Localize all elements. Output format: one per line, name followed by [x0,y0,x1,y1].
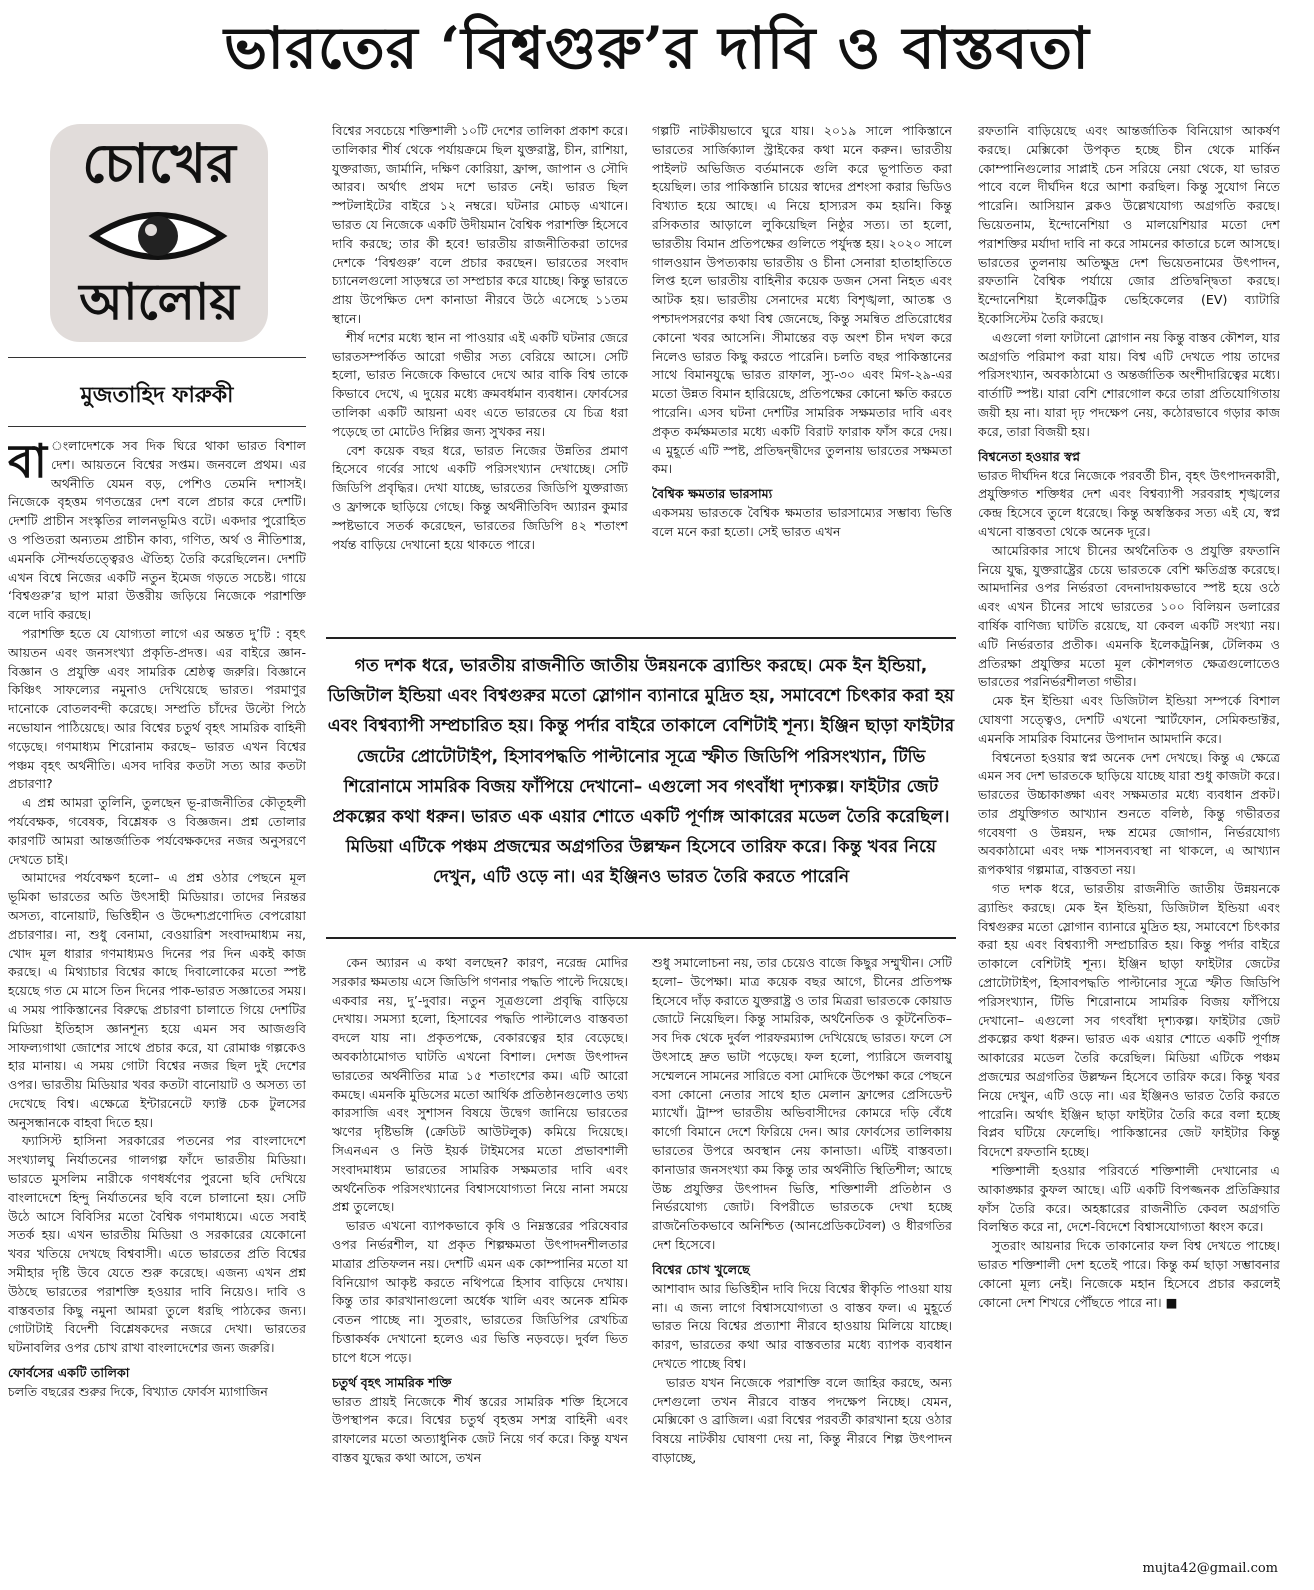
column-logo [50,124,268,342]
paragraph: শুধু সমালোচনা নয়, তার চেয়েও বাজে কিছুর সম্মুখীন। সেটি হলো– উপেক্ষা। মাত্র কয়েক বছর আগে, চীনের প্রতিপক্ষ হিসেবে দাঁড় করাতে যুক্তরাষ্ট্র ও তার মিত্ররা ভারতকে কোয়াড জোটে নিয়েছিল। কিন্তু সামরিক, অর্থনৈতিক ও কূটনৈতিক– সব দিক থেকে দুর্বল পারফরম্যান্স দেখিয়েছে ভারত। ফলে সে উৎসাহে দ্রুত ভাটা পড়েছে। ফল হলো, প্যারিসে জলবায়ু সম্মেলনে সামনের সারিতে বসা মোদিকে উপেক্ষা করে পেছনে বসা কোনো নেতার সাথে হাত মেলান ফ্রান্সের প্রেসিডেন্ট ম্যাখোঁ। ট্রাম্প ভারতীয় অভিবাসীদের কোমরে দড়ি বেঁধে কার্গো বিমানে দেশে ফিরিয়ে দেন। আর ফোর্বসের তালিকায় ভারতের উপরে অবস্থান নেয় কানাডা। এটিই বাস্তবতা। কানাডার জনসংখ্যা কম কিন্তু তার অর্থনীতি স্থিতিশীল; আছে উচ্চ প্রযুক্তির উৎপাদন ভিত্তি, শক্তিশালী প্রতিষ্ঠান ও নির্ভরযোগ্য জোট। বিপরীতে ভারতকে দেখা হচ্ছে রাজনৈতিকভাবে অনিশ্চিত (আনপ্রেডিকটেবল) ও ধীরগতির দেশ হিসেবে। [652,955,952,1252]
paragraph: শীর্ষ দশের মধ্যে স্থান না পাওয়ার এই একটি ঘটনার জেরে ভারতসম্পর্কিত আরো গভীর সত্য বেরিয়ে আসে। সেটি হলো, ভারত নিজেকে কিভাবে দেখে আর বাকি বিশ্ব তাকে কিভাবে দেখে, এ দুয়ের মধ্যে ক্রমবর্ধমান ব্যবধান। ফোর্বসের তালিকা একটি আয়না এবং এতে ভারতের যে চিত্র ধরা পড়েছে তা মোটেও দিল্লির জন্য সুখকর নয়। [332,329,628,439]
pull-quote-rule-bottom [326,937,956,939]
subheading: বিশ্বের চোখ খুলেছে [652,1261,750,1277]
pull-quote-text: গত দশক ধরে, ভারতীয় রাজনীতি জাতীয় উন্নয়নকে ব্র্যান্ডিং করছে। মেক ইন ইন্ডিয়া, ডিজিটাল ইন্ডিয়া এবং বিশ্বগুরুর মতো স্লোগান ব্যানারে মুদ্রিত হয়, সমাবেশে চিৎকার করা হয় এবং বিশ্বব্যাপী সম্প্রচারিত হয়। কিন্তু পর্দার বাইরে তাকালে বেশিটাই শূন্য। ইঞ্জিন ছাড়া ফাইটার জেটের প্রোটোটাইপ, হিসাবপদ্ধতি পাল্টানোর সূত্রে স্ফীত জিডিপি পরিসংখ্যান, টিভি শিরোনামে সামরিক বিজয় ফাঁপিয়ে দেখানো– এগুলো সব গৎবাঁধা দৃশ্যকল্প। ফাইটার জেট প্রকল্পের কথা ধরুন। ভারত এক এয়ার শোতে একটি পূর্ণাঙ্গ আকারের মডেল তৈরি করেছিল। মিডিয়া এটিকে পঞ্চম প্রজন্মের অগ্রগতির উল্লম্ফন হিসেবে তারিফ করে। কিন্তু খবর নিয়ে দেখুন, এটি ওড়ে না। এর ইঞ্জিনও ভারত তৈরি করতে পারেনি [327,656,955,888]
author-name: মুজতাহিদ ফারুকী [80,383,234,408]
logo-word-3: আলোয় [79,272,239,331]
subheading: চতুর্থ বৃহৎ সামরিক শক্তি [332,1374,452,1390]
column-2-top [332,122,628,632]
paragraph: গত দশক ধরে, ভারতীয় রাজনীতি জাতীয় উন্নয়নকে ব্র্যান্ডিং করছে। মেক ইন ইন্ডিয়া, ডিজিটাল ইন্ডিয়া এবং বিশ্বগুরুর মতো স্লোগান ব্যানারে মুদ্রিত হয়, সমাবেশে চিৎকার করা হয় এবং বিশ্বব্যাপী সম্প্রচারিত হয়। কিন্তু পর্দার বাইরে তাকালে বেশিটাই শূন্য। ইঞ্জিন ছাড়া ফাইটার জেটের প্রোটোটাইপ, হিসাবপদ্ধতি পাল্টানোর সূত্রে স্ফীত জিডিপি পরিসংখ্যান, টিভি শিরোনামে সামরিক বিজয় ফাঁপিয়ে দেখানো– এগুলো সব গৎবাঁধা দৃশ্যকল্প। ফাইটার জেট প্রকল্পের কথা ধরুন। ভারত এক এয়ার শোতে একটি পূর্ণাঙ্গ আকারের মডেল তৈরি করেছিল। মিডিয়া এটিকে পঞ্চম প্রজন্মের অগ্রগতির উল্লম্ফন হিসেবে তারিফ করে। কিন্তু খবর নিয়ে দেখুন, এটি ওড়ে না। এর ইঞ্জিনও ভারত তৈরি করতে পারেনি। অর্থাৎ ইঞ্জিন ছাড়া ফাইটার তৈরি করে বলা হচ্ছে বিপ্লব ঘটিয়ে ফেলেছি। পাকিস্তানের জেট ফাইটার কিন্তু বিদেশে রফতানি হচ্ছে। [978,881,1280,1160]
paragraph: ভারত দীর্ঘদিন ধরে নিজেকে পরবর্তী চীন, বৃহৎ উৎপাদনকারী, প্রযুক্তিগত শক্তিধর দেশ এবং বিশ্বব্যাপী সরবরাহ শৃঙ্খলের কেন্দ্র হিসেবে তুলে ধরেছে। কিন্তু অস্বস্তিকর সত্য এই যে, স্বপ্ন এখনো বাস্তবতা থেকে অনেক দূরে। [978,467,1280,539]
column-1 [8,437,306,1577]
paragraph: এগুলো গলা ফাটানো স্লোগান নয় কিন্তু বাস্তব কৌশল, যার অগ্রগতি পরিমাপ করা যায়। বিশ্ব এটি দেখতে পায় তাদের পরিসংখ্যান, অবকাঠামো ও অন্তর্জাতিক অংশীদারিত্বের মধ্যে। বার্তাটি স্পষ্ট। যারা বেশি শোরগোল করে তারা প্রতিযোগিতায় জয়ী হয় না। যারা দৃঢ় পদক্ষেপ নেয়, কঠোরভাবে গড়ার কাজ করে, তারা বিজয়ী হয়। [978,329,1280,439]
logo-word-1: চোখের [82,131,236,195]
drop-cap: বা [8,437,47,488]
eye-icon [88,200,228,272]
paragraph: মেক ইন ইন্ডিয়া এবং ডিজিটাল ইন্ডিয়া সম্পর্কে বিশাল ঘোষণা সত্ত্বেও, দেশটি এখনো স্মার্টফোন, সেমিকন্ডাক্টর, এমনকি সামরিক বিমানের উপাদান আমদানি করে। [978,693,1280,746]
paragraph: গল্পটি নাটকীয়ভাবে ঘুরে যায়। ২০১৯ সালে পাকিস্তানে ভারতের সার্জিক্যাল স্ট্রাইকের কথা মনে করুন। ভারতীয় পাইলট অভিজিত বর্তমানকে গুলি করে ভূপাতিত করা হয়েছিল। তার পাকিস্তানি চায়ের স্বাদের প্রশংসা করার ভিডিও বিখ্যাত হয়ে আছে। এ নিয়ে হাস্যরস কম হয়নি। কিন্তু রসিকতার আড়ালে লুকিয়েছিল নিষ্ঠুর সত্য। তা হলো, ভারতীয় বিমান প্রতিপক্ষের গুলিতে পর্যুদস্ত হয়। ২০২০ সালে গালওয়ান উপত্যকায় ভারতীয় ও চীনা সেনারা হাতাহাতিতে লিপ্ত হলে ভারতীয় বাহিনীর কয়েক ডজন সেনা নিহত এবং আটক হয়। ভারতীয় সেনাদের মধ্যে বিশৃঙ্খলা, আতঙ্ক ও পশ্চাদপসরণের কথা বিশ্ব জেনেছে, কিন্তু সমন্বিত প্রতিরোধের কোনো খবর আসেনি। সীমান্তের বড় অংশ চীন দখল করে নিলেও ভারত কিছু করতে পারেনি। চলতি বছর পাকিস্তানের সাথে বিমানযুদ্ধে ভারত রাফাল, স্যু-৩০ এবং মিগ-২৯-এর মতো উন্নত বিমান হারিয়েছে, প্রতিপক্ষের কোনো ক্ষতি করতে পারেনি। এসব ঘটনা দেশটির সামরিক সক্ষমতার দাবি এবং প্রকৃত কর্মক্ষমতার মধ্যে একটি বিরাট ফারাক ফাঁস করে দেয়। এ মুহূর্তে এটি স্পষ্ট, প্রতিদ্বন্দ্বীদের তুলনায় ভারতের সক্ষমতা কম। [652,123,952,477]
paragraph: বিশ্বের সবচেয়ে শক্তিশালী ১০টি দেশের তালিকা প্রকাশ করে। তালিকার শীর্ষ থেকে পর্যায়ক্রমে ছিল যুক্তরাষ্ট্র, চীন, রাশিয়া, যুক্তরাজ্য, জার্মানি, দক্ষিণ কোরিয়া, ফ্রান্স, জাপান ও সৌদি আরব। অর্থাৎ প্রথম দশে ভারত নেই। ভারত ছিল স্পটলাইটের বাইরে ১২ নম্বরে। ঘটনার মোচড় এখানে। ভারত যে নিজেকে একটি উদীয়মান বৈশ্বিক পরাশক্তি হিসেবে দাবি করছে; তার কী হবে! ভারতীয় রাজনীতিকরা তাদের দেশকে ‘বিশ্বগুরু’ বলে প্রচার করছেন। ভারতের সংবাদ চ্যানেলগুলো সাড়ম্বরে তা সম্প্রচার করে যাচ্ছে। কিন্তু ভারতে প্রায় উপেক্ষিত দেশ কানাডা নীরবে উঠে এসেছে ১১তম স্থানে। [332,123,628,326]
paragraph: এ প্রশ্ন আমরা তুলিনি, তুলছেন ভূ-রাজনীতির কৌতূহলী পর্যবেক্ষক, গবেষক, বিশ্লেষক ও বিজ্ঞজন। প্রশ্ন তোলার কারণটি আমরা আন্তর্জাতিক পর্যবেক্ষকদের নজর অনুসরণে দেখতে চাই। [8,795,306,867]
paragraph: পরাশক্তি হতে যে যোগ্যতা লাগে এর অন্তত দু’টি : বৃহৎ আয়তন এবং জনসংখ্যা প্রকৃতি-প্রদত্ত। এর বাইরে জ্ঞান-বিজ্ঞান ও প্রযুক্তি এবং সামরিক শ্রেষ্ঠত্ব জরুরি। বিজ্ঞানে কিঞ্চিৎ সাফল্যের নমুনাও দেখিয়েছে ভারত। পরমাণুর দানোকে বোতলবন্দী করেছে। সম্প্রতি চাঁদের উল্টো পিঠে নভোযান পাঠিয়েছে। আর বিশ্বের চতুর্থ বৃহৎ সামরিক বাহিনী গড়েছে। গণমাধ্যম শিরোনাম করছে– ভারত এখন বিশ্বের পঞ্চম বৃহৎ অর্থনীতি। এসব দাবির কতটা সত্য আর কতটা প্রচারণা? [8,625,306,792]
subheading: বিশ্বনেতা হওয়ার স্বপ্ন [978,448,1081,464]
paragraph: আশাবাদ আর ভিত্তিহীন দাবি দিয়ে বিশ্বের স্বীকৃতি পাওয়া যায় না। এ জন্য লাগে বিশ্বাসযোগ্যতা ও বাস্তব ফল। এ মুহূর্তে ভারত নিয়ে বিশ্বের প্রত্যাশা নীরবে হাওয়ায় মিলিয়ে যাচ্ছে। কারণ, ভারতের কথা আর বাস্তবতার মধ্যে ব্যাপক ব্যবধান দেখতে পাচ্ছে বিশ্ব। [652,1280,952,1371]
headline: ভারতের ‘বিশ্বগুরু’র দাবি ও বাস্তবতা [224,14,1090,82]
paragraph: ভারত যখন নিজেকে পরাশক্তি বলে জাহির করছে, অন্য দেশগুলো তখন নীরবে বাস্তব পদক্ষেপ নিচ্ছে। যেমন, মেক্সিকো ও ব্রাজিল। এরা বিশ্বের পরবর্তী কারখানা হয়ে ওঠার বিষয়ে নাটকীয় ঘোষণা দেয় না, কিন্তু নীরবে শিল্প উৎপাদন বাড়াচ্ছে, [652,1374,952,1465]
paragraph: সুতরাং আয়নার দিকে তাকানোর ফল বিশ্ব দেখতে পাচ্ছে। ভারত শক্তিশালী দেশ হতেই পারে। কিন্তু কর্ম ছাড়া সম্ভাবনার কোনো মূল্য নেই। নিজেকে মহান হিসেবে প্রচার করলেই কোনো দেশ শিখরে পৌঁছতে পারে না। ■ [978,1238,1280,1310]
pull-quote-rule-top [326,637,956,639]
paragraph: বা ংলাদেশকে সব দিক ঘিরে থাকা ভারত বিশাল দেশ। আয়তনে বিশ্বের সপ্তম। জনবলে প্রথম। এর অর্থনীতি যেমন বড়, পেশিও তেমনি দশাসই। নিজেকে বৃহত্তম গণতন্ত্রের দেশ বলে প্রচার করে দেশটি। দেশটি প্রাচীন সংস্কৃতির লালনভূমিও বটে। একদার পুরোহিত ও পণ্ডিতরা অন্যতম প্রাচীন কাব্য, গণিত, অর্থ ও নীতিশাস্ত্র, এমনকি সৌন্দর্যতত্ত্বেরও ঐতিহ্য তৈরি করেছিলেন। দেশটি এখন বিশ্বে নিজের একটি নতুন ইমেজ গড়তে সচেষ্ট। গায়ে ‘বিশ্বগুরু’র ছাপ মারা উত্তরীয় জড়িয়ে নিজেকে পরাশক্তি বলে দাবি করছে। [8,437,306,623]
paragraph: আমাদের পর্যবেক্ষণ হলো– এ প্রশ্ন ওঠার পেছনে মূল ভূমিকা ভারতের অতি উৎসাহী মিডিয়ার। তাদের নিরন্তর অসত্য, বানোয়াট, ভিত্তিহীন ও উদ্দেশ্যপ্রণোদিত বেপরোয়া প্রচারণার। না, শুধু বেনামা, বেওয়ারিশ সংবাদমাধ্যম নয়, খোদ মূল ধারার গণমাধ্যমও দিনের পর দিন একই কাজ করছে। এ মিথ্যাচার বিশ্বের কাছে দিবালোকের মতো স্পষ্ট হয়েছে গত মে মাসে তিন দিনের পাক-ভারত সজ্ঞাতের সময়। এ সময় পাকিস্তানের বিরুদ্ধে প্রচারণা চালাতে গিয়ে দেশটির মিডিয়া ইতিহাস জ্ঞানশূন্য হয়ে এমন সব আজগুবি সাফল্যগাথা জোশের সাথে প্রচার করে, যা রোমাঞ্চ গল্পকেও হার মানায়। এ সময় গোটা বিশ্বের নজর ছিল দুই দেশের ওপর। ভারতীয় মিডিয়ার খবর কতটা বানোয়াট ও অসত্য তা দেখেছে বিশ্ব। এক্ষেত্রে ইন্টারনেটে ফ্যাক্ট চেক টুলসের অনুসন্ধানকে বাহবা দিতে হয়। [8,870,306,1130]
column-3-bottom [652,954,952,1580]
subheading: বৈশ্বিক ক্ষমতার ভারসাম্য [652,486,773,502]
paragraph: শক্তিশালী হওয়ার পরিবর্তে শক্তিশালী দেখানোর এ আকাঙ্ক্ষার কুফল আছে। এটি একটি বিপজ্জনক প্রতিক্রিয়ার ফাঁস তৈরি করে। অহঙ্কারের রাজনীতি কেবল অগ্রগতি বিলম্বিত করে না, দেশে-বিদেশে বিশ্বাসযোগ্যতা ধ্বংস করে। [978,1163,1280,1235]
paragraph: ভারত প্রায়ই নিজেকে শীর্ষ স্তরের সামরিক শক্তি হিসেবে উপস্থাপন করে। বিশ্বের চতুর্থ বৃহত্তম সশস্ত্র বাহিনী এবং রাফালের মতো অত্যাধুনিক জেট নিয়ে গর্ব করে। কিন্তু যখন বাস্তব যুদ্ধের কথা আসে, তখন [332,1393,628,1465]
author-rule-top [8,357,306,358]
column-4 [978,122,1280,1554]
column-3-top [652,122,952,632]
paragraph: বিশ্বনেতা হওয়ার স্বপ্ন অনেক দেশ দেখছে। কিন্তু এ ক্ষেত্রে এমন সব দেশ ভারতকে ছাড়িয়ে যাচ্ছে যারা শুধু কাজটা করে। ভারতের উচ্চাকাঙ্ক্ষা এবং সক্ষমতার মধ্যে ব্যবধান প্রকট। তার প্রযুক্তিগত আখ্যান শুনতে বলিষ্ঠ, কিন্তু গভীরতর গবেষণা ও উন্নয়ন, দক্ষ শ্রমের জোগান, নির্ভরযোগ্য অবকাঠামো এবং দক্ষ শাসনব্যবস্থা না থাকলে, এ আখ্যান রূপকথার গল্পমাত্র, বাস্তবতা নয়। [978,749,1280,878]
paragraph: ভারত এখনো ব্যাপকভাবে কৃষি ও নিম্নস্তরের পরিষেবার ওপর নির্ভরশীল, যা প্রকৃত শিল্পক্ষমতা উৎপাদনশীলতার মাত্রার প্রতিফলন নয়। দেশটি এমন এক কোম্পানির মতো যা বিনিয়োগ আকৃষ্ট করতে নথিপত্রে হিসাব বাড়িয়ে দেখায়। কিন্তু তার কারখানাগুলো অর্ধেক খালি এবং অনেক শ্রমিক বেতন পাচ্ছে না। সুতরাং, ভারতের জিডিপির রেখচিত্র চিত্তাকর্ষক দেখানো হলেও এর ভিত্তি নড়বড়ে। দুর্বল ভিত চাপে ধসে পড়ে। [332,1218,628,1365]
paragraph: রফতানি বাড়িয়েছে এবং আন্তর্জাতিক বিনিয়োগ আকর্ষণ করছে। মেক্সিকো উপকৃত হচ্ছে চীন থেকে মার্কিন কোম্পানিগুলোর সাপ্লাই চেন সরিয়ে নেয়া থেকে, যা ভারত পাবে বলে দীর্ঘদিন ধরে আশা করছিল। কিন্তু সুযোগ নিতে পারেনি। আসিয়ান ব্লকও উল্লেখযোগ্য অগ্রগতি করছে। ভিয়েতনাম, ইন্দোনেশিয়া ও মালয়েশিয়ার মতো দেশ পরাশক্তির মর্যাদা দাবি না করে সামনের কাতারে চলে আসছে। ভারতের তুলনায় অতিক্ষুদ্র দেশ ভিয়েতনামের উৎপাদন, রফতানি বৈশ্বিক পর্যায়ে জোর প্রতিদ্বন্দ্বিতা করছে। ইন্দোনেশিয়া ইলেকট্রিক ভেহিকেলের (EV) ব্যাটারি ইকোসিস্টেম তৈরি করছে। [978,123,1280,326]
paragraph: আমেরিকার সাথে চীনের অর্থনৈতিক ও প্রযুক্তি রফতানি নিয়ে যুদ্ধ, যুক্তরাষ্ট্রের চেয়ে ভারতকে বেশি ক্ষতিগ্রস্ত করেছে। আমদানির ওপর নির্ভরতা বেদনাদায়কভাবে স্পষ্ট হয়ে ওঠে এবং এখন চীনের সাথে ভারতের ১০০ বিলিয়ন ডলারের বার্ষিক বাণিজ্য ঘাটতি রয়েছে, যা কেবল একটি সংখ্যা নয়। এটি নির্ভরতার প্রতীক। এমনকি ইলেকট্রনিক্স, টেলিকম ও প্রতিরক্ষা প্রযুক্তির মতো মূল কৌশলগত ক্ষেত্রগুলোতেও ভারতের পরনির্ভরশীলতা গভীর। [978,542,1280,690]
paragraph: একসময় ভারতকে বৈশ্বিক ক্ষমতার ভারসাম্যের সম্ভাব্য ভিত্তি বলে মনে করা হতো। সেই ভারত এখন [652,505,952,539]
author-rule-bottom [8,426,306,427]
pull-quote [326,637,956,939]
paragraph: কেন অ্যারন এ কথা বলছেন? কারণ, নরেন্দ্র মোদির সরকার ক্ষমতায় এসে জিডিপি গণনার পদ্ধতি পাল্টে দিয়েছে। একবার নয়, দু’-দুবার। নতুন সূত্রগুলো প্রবৃদ্ধি বাড়িয়ে দেখায়। সমস্যা হলো, হিসাবের পদ্ধতি পাল্টালেও বাস্তবতা বদলে যায় না। প্রকৃতপক্ষে, বেকারত্বের হার বেড়েছে। অবকাঠামোগত ঘাটতি এখনো বিশাল। দেশজ উৎপাদন ভারতের অর্থনীতির মাত্র ১৫ শতাংশের কম। এটি আরো কমছে। এমনকি মুডিসের মতো আর্থিক প্রতিষ্ঠানগুলোও তথ্য কারসাজি এবং সুশাসন বিষয়ে উদ্বেগ জানিয়ে ভারতের ঋণের দৃষ্টিভঙ্গি (ক্রেডিট আউটলুক) কমিয়ে দিয়েছে। সিএনএন ও নিউ ইয়র্ক টাইমসের মতো প্রভাবশালী সংবাদমাধ্যম ভারতের সামরিক সক্ষমতার দাবি এবং অর্থনৈতিক পরিসংখ্যানের বিশ্বাসযোগ্যতা নিয়ে নানা সময়ে প্রশ্ন তুলেছে। [332,955,628,1215]
paragraph: ফ্যাসিস্ট হাসিনা সরকারের পতনের পর বাংলাদেশে সংখ্যালঘু নির্যাতনের গালগল্প ফাঁদে ভারতীয় মিডিয়া। ভারতে মুসলিম নারীকে গণধর্ষণের পুরনো ছবি দেখিয়ে বাংলাদেশে হিন্দু নির্যাতনের ছবি বলে চালানো হয়। সেটি উঠে আসে বিবিসির মতো বৈশ্বিক গণমাধ্যমে। এতে সবাই সতর্ক হয়। এখন ভারতীয় মিডিয়া ও সরকারের যেকোনো খবর খতিয়ে দেখছে বিশ্ববাসী। এতে ভারতের প্রতি বিশ্বের সমীহার দৃষ্টি উবে যেতে শুরু করেছে। এজন্য এখন প্রশ্ন উঠছে ভারতের পরাশক্তি হওয়ার দাবি নিয়েও। দাবি ও বাস্তবতার কিছু নমুনা আমরা তুলে ধরছি পাঠকের জন্য। গোটাটাই বিদেশী বিশ্লেষকদের নজরে দেখা। ভারতের ঘটনাবলির ওপর চোখ রাখা বাংলাদেশের জন্য জরুরি। [8,1133,306,1356]
paragraph: বেশ কয়েক বছর ধরে, ভারত নিজের উন্নতির প্রমাণ হিসেবে গর্বের সাথে একটি পরিসংখ্যান দেখাচ্ছে। সেটি জিডিপি প্রবৃদ্ধির। দেখা যাচ্ছে, ভারতের জিডিপি যুক্তরাজ্য ও ফ্রান্সকে ছাড়িয়ে গেছে। কিন্তু অর্থনীতিবিদ অ্যারন কুমার স্পষ্টভাবে সতর্ক করেছেন, ভারতের জিডিপি ৪২ শতাংশ পর্যন্ত বাড়িয়ে দেখানো হয়ে থাকতে পারে। [332,442,628,552]
paragraph: চলতি বছরের শুরুর দিকে, বিখ্যাত ফোর্বস ম্যাগাজিন [8,1384,268,1400]
author-email: mujta42@gmail.com [1142,1561,1278,1576]
column-2-bottom [332,954,628,1580]
subheading: ফোর্বসের একটি তালিকা [8,1365,130,1381]
